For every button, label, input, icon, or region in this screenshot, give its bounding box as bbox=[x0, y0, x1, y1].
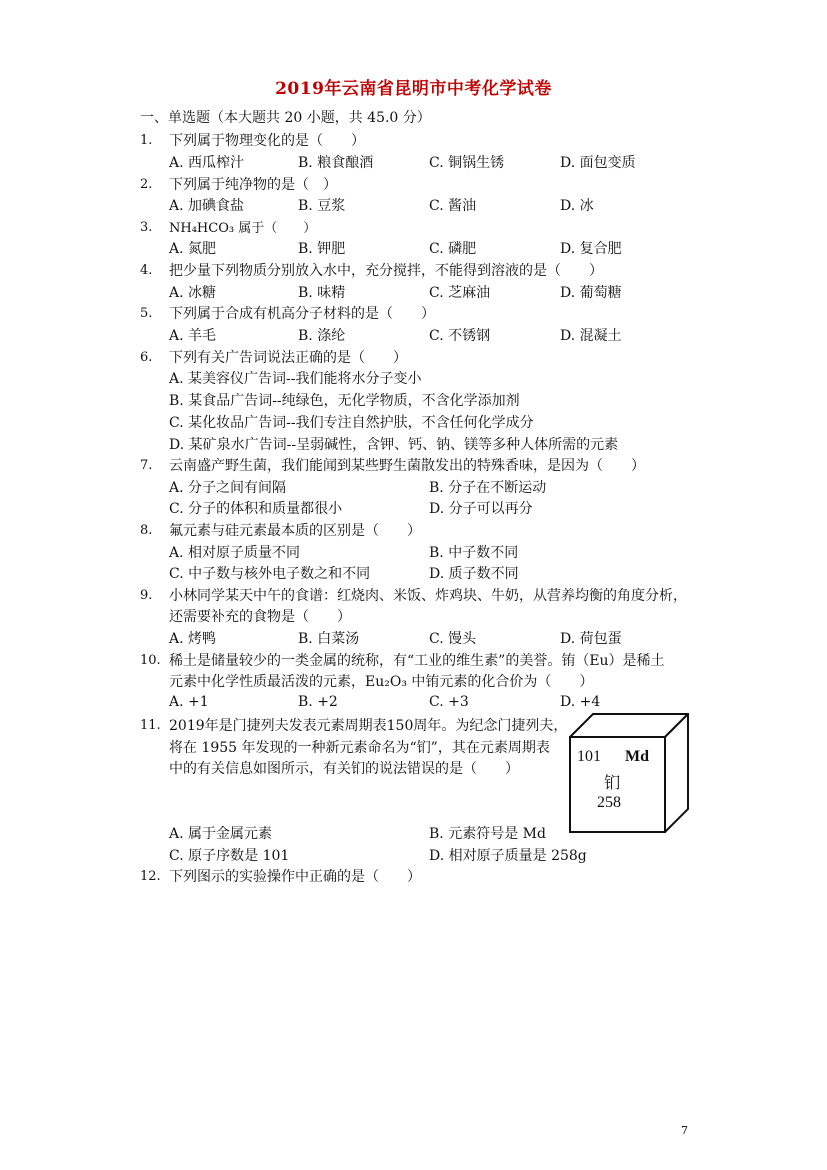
question-number: 7. bbox=[140, 458, 153, 473]
element-card-cube bbox=[569, 713, 689, 833]
question-text: 下列属于纯净物的是（ ） bbox=[169, 177, 337, 193]
question-text: 云南盛产野生菌，我们能闻到某些野生菌散发出的特殊香味，是因为（ ） bbox=[169, 458, 645, 474]
option-b: B. +2 bbox=[298, 694, 338, 710]
option-c: C. 中子数与核外电子数之和不同 bbox=[169, 566, 371, 582]
option-a: A. 氮肥 bbox=[169, 241, 217, 257]
question-number: 5. bbox=[140, 306, 153, 321]
question-number: 4. bbox=[140, 263, 153, 278]
question-text: 把少量下列物质分别放入水中，充分搅拌，不能得到溶液的是（ ） bbox=[169, 263, 603, 279]
option-d: D. 分子可以再分 bbox=[429, 501, 533, 517]
option-d: D. 某矿泉水广告词--呈弱碱性，含钾、钙、钠、镁等多种人体所需的元素 bbox=[169, 437, 619, 453]
option-b: B. 豆浆 bbox=[298, 198, 346, 214]
option-b: B. 分子在不断运动 bbox=[429, 480, 547, 496]
option-d: D. +4 bbox=[560, 694, 601, 710]
option-c: C. 不锈钢 bbox=[429, 328, 491, 344]
option-a: A. +1 bbox=[169, 694, 209, 710]
element-name: 钔 bbox=[604, 773, 621, 792]
question-text-cont-2: 中的有关信息如图所示，有关钔的说法错误的是（ ） bbox=[169, 761, 519, 777]
question-text: 下列属于物理变化的是（ ） bbox=[169, 133, 365, 149]
option-d: D. 面包变质 bbox=[560, 155, 636, 171]
option-c: C. 分子的体积和质量都很小 bbox=[169, 501, 343, 517]
option-b: B. 味精 bbox=[298, 285, 346, 301]
option-d: D. 混凝土 bbox=[560, 328, 622, 344]
question-text: 2019年是门捷列夫发表元素周期表150周年。为纪念门捷列夫， bbox=[169, 718, 568, 734]
question-text: 小林同学某天中午的食谱：红烧肉、米饭、炸鸡块、牛奶，从营养均衡的角度分析， bbox=[169, 588, 687, 604]
option-c: C. 馒头 bbox=[429, 631, 477, 647]
question-number: 2. bbox=[140, 177, 153, 192]
option-a: A. 羊毛 bbox=[169, 328, 217, 344]
question-number: 3. bbox=[140, 220, 153, 235]
option-b: B. 某食品广告词--纯绿色，无化学物质，不含化学添加剂 bbox=[169, 393, 520, 409]
option-b: B. 中子数不同 bbox=[429, 545, 519, 561]
option-b: B. 涤纶 bbox=[298, 328, 346, 344]
section-heading: 一、单选题（本大题共 20 小题，共 45.0 分） bbox=[140, 110, 431, 126]
question-number: 10. bbox=[140, 653, 161, 668]
element-atomic-number: 101 bbox=[577, 748, 601, 765]
option-c: C. 酱油 bbox=[429, 198, 477, 214]
option-a: A. 某美容仪广告词--我们能将水分子变小 bbox=[169, 371, 422, 387]
option-a: A. 属于金属元素 bbox=[169, 826, 273, 842]
question-text: NH₄HCO₃ 属于（ ） bbox=[169, 221, 317, 236]
option-a: A. 冰糖 bbox=[169, 285, 217, 301]
question-number: 8. bbox=[140, 523, 153, 538]
option-d: D. 葡萄糖 bbox=[560, 285, 622, 301]
option-c: C. 某化妆品广告词--我们专注自然护肤，不含任何化学成分 bbox=[169, 415, 534, 431]
element-atomic-mass: 258 bbox=[597, 794, 621, 811]
question-number: 11. bbox=[140, 718, 161, 733]
question-text: 稀土是储量较少的一类金属的统称，有“工业的维生素”的美誉。铕（Eu）是稀土 bbox=[169, 653, 665, 669]
option-d: D. 冰 bbox=[560, 198, 594, 214]
option-b: B. 钾肥 bbox=[298, 241, 346, 257]
question-number: 12. bbox=[140, 869, 161, 884]
option-c: C. 磷肥 bbox=[429, 241, 477, 257]
option-a: A. 相对原子质量不同 bbox=[169, 545, 301, 561]
question-text: 下列属于合成有机高分子材料的是（ ） bbox=[169, 306, 435, 322]
option-b: B. 粮食酿酒 bbox=[298, 155, 374, 171]
option-b: B. 元素符号是 Md bbox=[429, 826, 546, 842]
question-text-cont: 还需要补充的食物是（ ） bbox=[169, 609, 351, 625]
option-d: D. 复合肥 bbox=[560, 241, 622, 257]
page-number: 7 bbox=[681, 1124, 688, 1137]
question-number: 9. bbox=[140, 588, 153, 603]
question-text-cont: 元素中化学性质最活泼的元素，Eu₂O₃ 中铕元素的化合价为（ ） bbox=[169, 674, 594, 690]
option-a: A. 烤鸭 bbox=[169, 631, 217, 647]
question-number: 6. bbox=[140, 350, 153, 365]
option-a: A. 加碘食盐 bbox=[169, 198, 245, 214]
option-a: A. 西瓜榨汁 bbox=[169, 155, 245, 171]
option-d: D. 质子数不同 bbox=[429, 566, 519, 582]
option-c: C. 芝麻油 bbox=[429, 285, 491, 301]
question-text: 下列有关广告词说法正确的是（ ） bbox=[169, 350, 407, 366]
option-a: A. 分子之间有间隔 bbox=[169, 480, 287, 496]
option-d: D. 荷包蛋 bbox=[560, 631, 622, 647]
question-number: 1. bbox=[140, 133, 153, 148]
option-b: B. 白菜汤 bbox=[298, 631, 360, 647]
option-c: C. +3 bbox=[429, 694, 469, 710]
question-text: 氟元素与硅元素最本质的区别是（ ） bbox=[169, 523, 421, 539]
option-d: D. 相对原子质量是 258g bbox=[429, 848, 587, 864]
question-text-cont: 将在 1955 年发现的一种新元素命名为“钔”，其在元素周期表 bbox=[169, 740, 550, 756]
element-symbol: Md bbox=[625, 748, 649, 765]
option-c: C. 铜锅生锈 bbox=[429, 155, 505, 171]
question-text: 下列图示的实验操作中正确的是（ ） bbox=[169, 869, 421, 885]
option-c: C. 原子序数是 101 bbox=[169, 848, 290, 864]
page-title: 2019年云南省昆明市中考化学试卷 bbox=[275, 79, 552, 99]
